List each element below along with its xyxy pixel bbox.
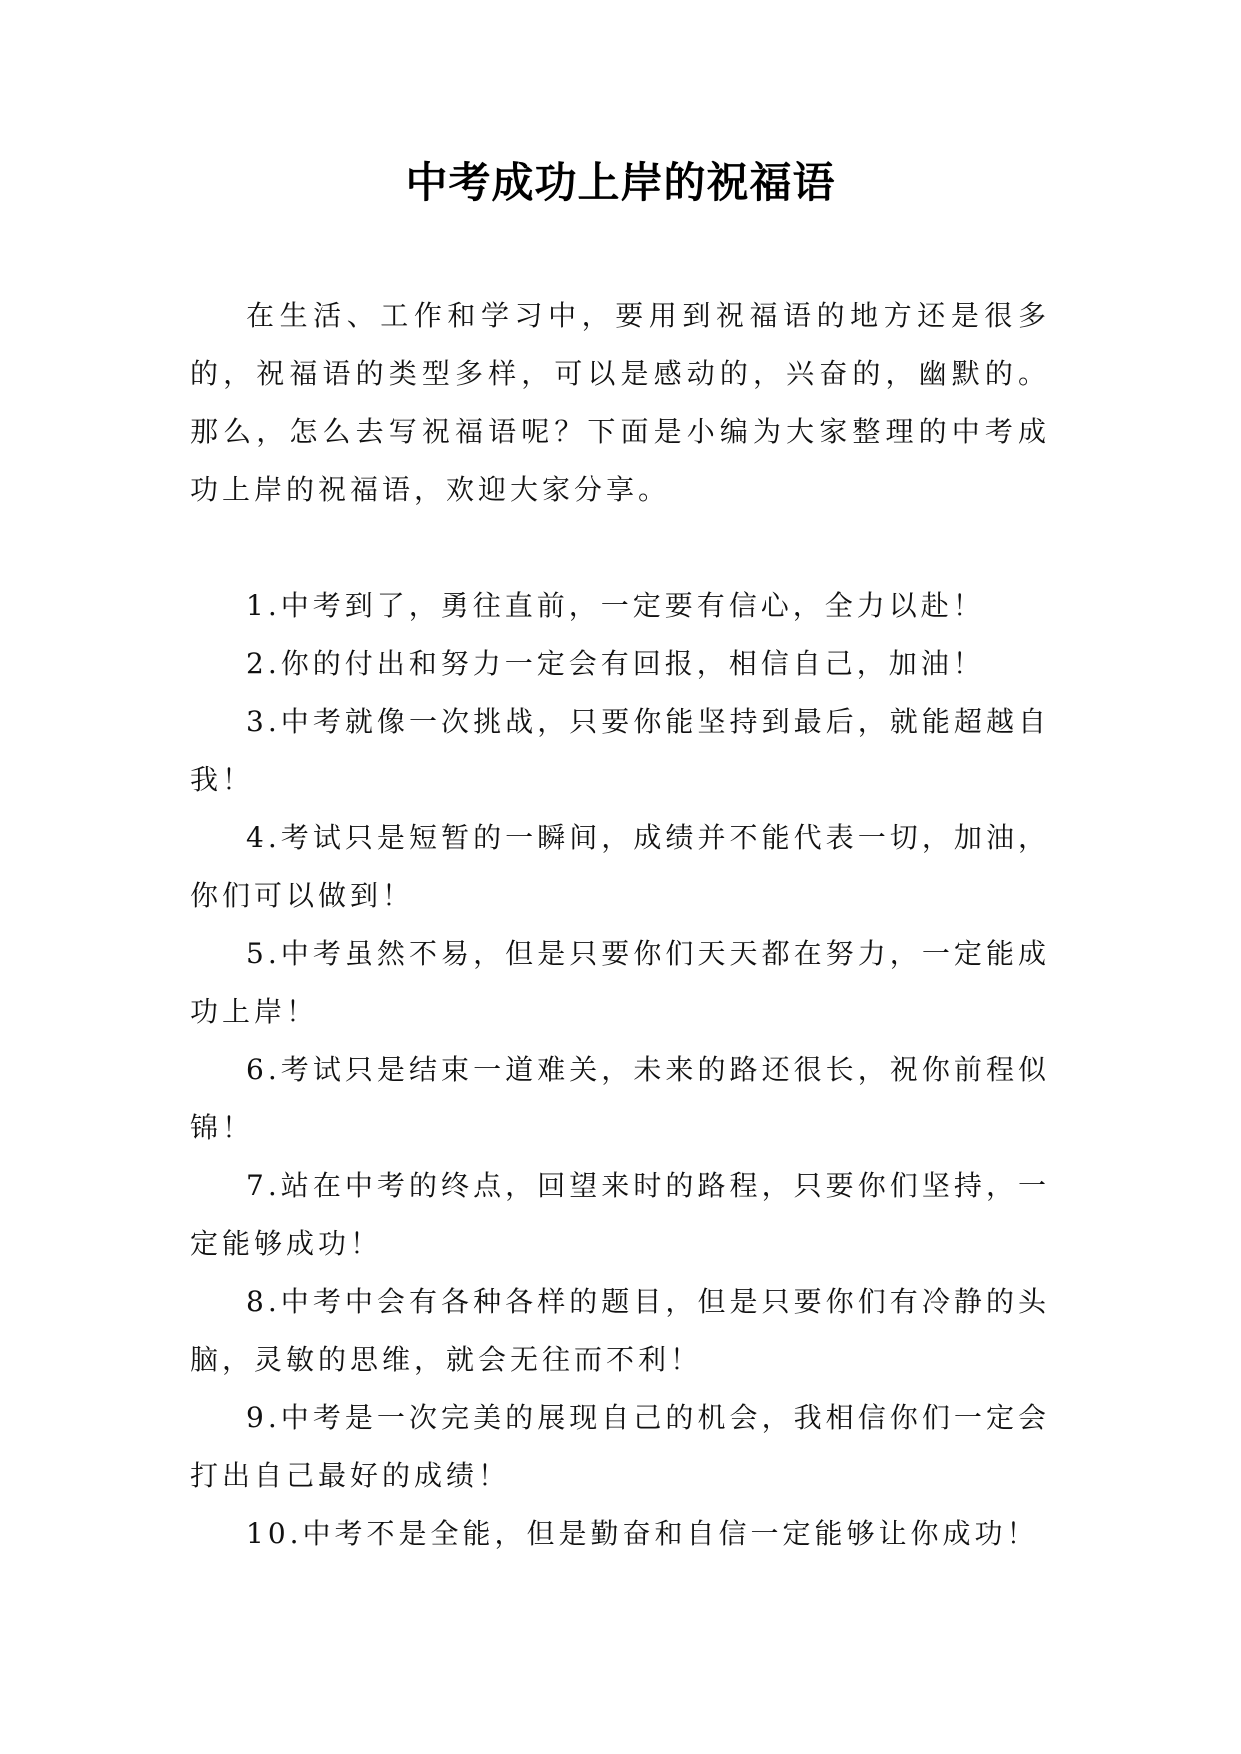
blessing-item: 8.中考中会有各种各样的题目，但是只要你们有冷静的头脑，灵敏的思维，就会无往而不利！ — [190, 1285, 1050, 1376]
blessing-item: 7.站在中考的终点，回望来时的路程，只要你们坚持，一定能够成功！ — [190, 1169, 1050, 1260]
blessing-item: 9.中考是一次完美的展现自己的机会，我相信你们一定会打出自己最好的成绩！ — [190, 1401, 1050, 1492]
document-title: 中考成功上岸的祝福语 — [405, 158, 836, 207]
blessing-item: 2.你的付出和努力一定会有回报，相信自己，加油！ — [246, 647, 985, 680]
intro-paragraph: 在生活、工作和学习中，要用到祝福语的地方还是很多的，祝福语的类型多样，可以是感动的，兴奋的，幽默的。那么，怎么去写祝福语呢？下面是小编为大家整理的中考成功上岸的祝福语，欢迎大家分享。 — [190, 299, 1050, 506]
blessing-item: 6.考试只是结束一道难关，未来的路还很长，祝你前程似锦！ — [190, 1053, 1050, 1144]
blessing-item: 4.考试只是短暂的一瞬间，成绩并不能代表一切，加油，你们可以做到！ — [190, 821, 1050, 912]
blessing-item: 5.中考虽然不易，但是只要你们天天都在努力，一定能成功上岸！ — [190, 937, 1050, 1028]
blessing-item: 3.中考就像一次挑战，只要你能坚持到最后，就能超越自我！ — [190, 705, 1050, 796]
document-body — [190, 287, 1050, 1563]
blessing-item: 10.中考不是全能，但是勤奋和自信一定能够让你成功！ — [246, 1517, 1039, 1550]
blessing-item: 1.中考到了，勇往直前，一定要有信心，全力以赴！ — [246, 589, 985, 622]
